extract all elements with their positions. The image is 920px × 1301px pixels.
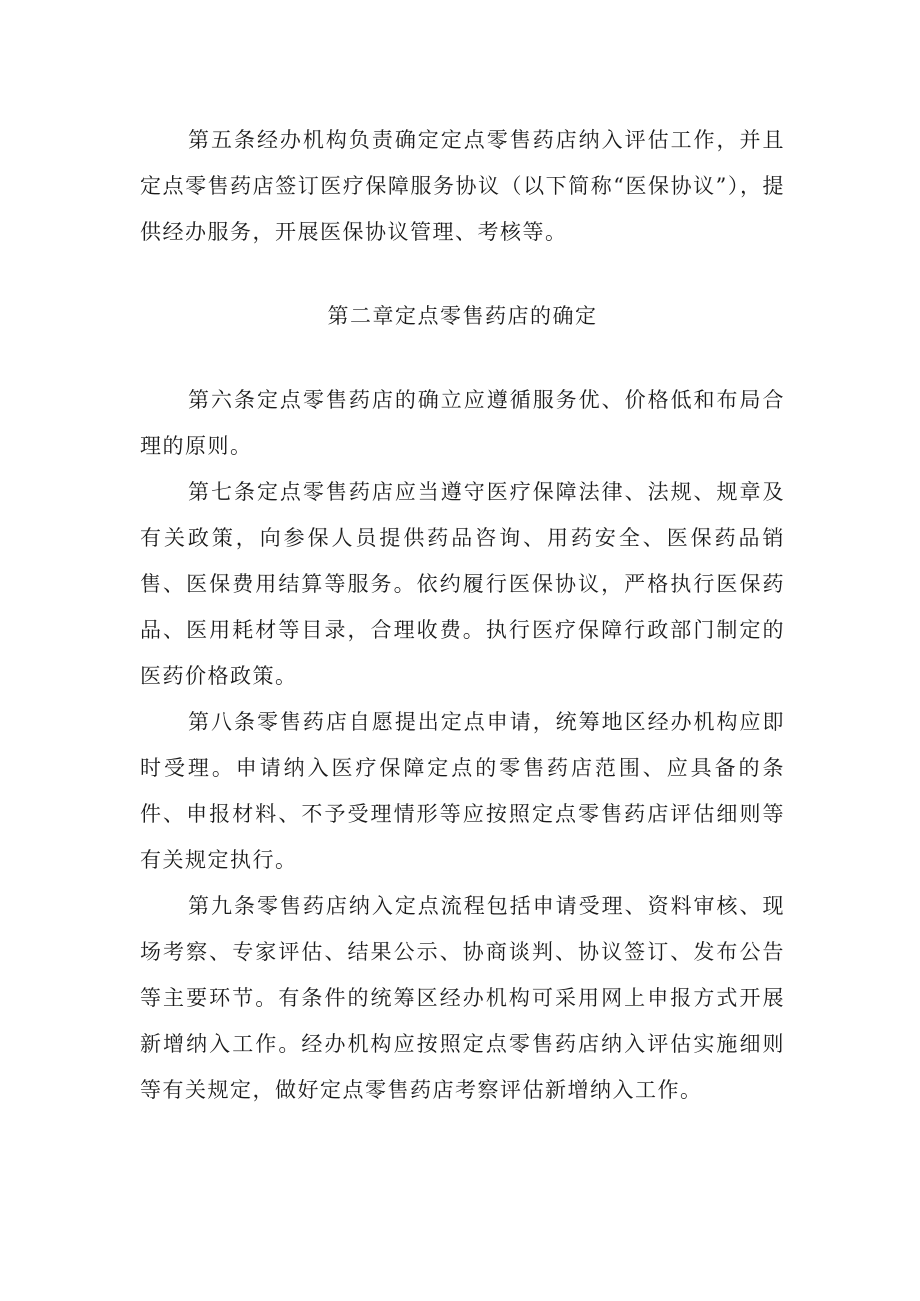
article-6-paragraph: 第六条定点零售药店的确立应遵循服务优、价格低和布局合理的原则。	[140, 388, 785, 458]
spacer	[140, 339, 785, 377]
chapter-2-title: 第二章定点零售药店的确定	[327, 304, 598, 328]
article-8-paragraph: 第八条零售药店自愿提出定点申请，统筹地区经办机构应即时受理。申请纳入医疗保障定点的零售药店范围、应具备的条件、申报材料、不予受理情形等应按照定点零售药店评估细则等有关规定执行。	[140, 710, 785, 872]
article-9-paragraph: 第九条零售药店纳入定点流程包括申请受理、资料审核、现场考察、专家评估、结果公示、协商谈判、协议签订、发布公告等主要环节。有条件的统筹区经办机构可采用网上申报方式开展新增纳入工作。经办机构应按照定点零售药店纳入评估实施细则等有关规定，做好定点零售药店考察评估新增纳入工作。	[140, 894, 785, 1102]
document-body	[140, 117, 785, 1113]
article-5-paragraph: 第五条经办机构负责确定定点零售药店纳入评估工作，并且定点零售药店签订医疗保障服务协议（以下简称“医保协议”），提供经办服务，开展医保协议管理、考核等。	[140, 128, 785, 244]
article-7-paragraph: 第七条定点零售药店应当遵守医疗保障法律、法规、规章及有关政策，向参保人员提供药品咨询、用药安全、医保药品销售、医保费用结算等服务。依约履行医保协议，严格执行医保药品、医用耗材等目录，合理收费。执行医疗保障行政部门制定的医药价格政策。	[140, 480, 785, 688]
spacer	[140, 255, 785, 293]
